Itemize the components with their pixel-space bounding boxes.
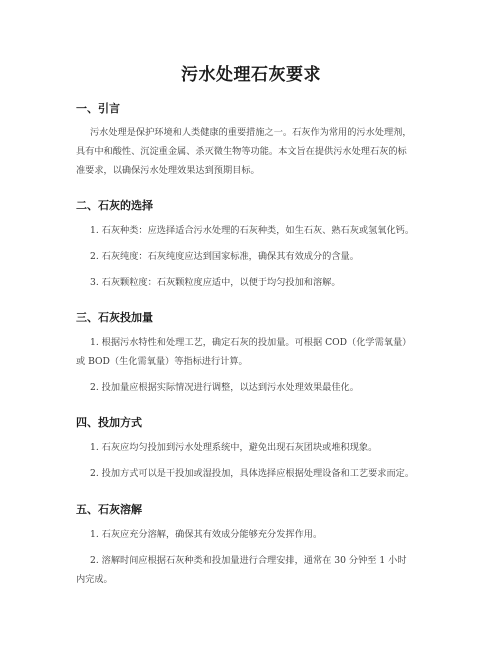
list-item: 2. 投加量应根据实际情况进行调整，以达到污水处理效果最佳化。 (90, 382, 359, 393)
section-heading-dosing-method: 四、投加方式 (76, 416, 142, 429)
list-item: 1. 根据污水特性和处理工艺，确定石灰的投加量。可根据 COD（化学需氧量） (90, 337, 412, 348)
list-item: 2. 石灰纯度：石灰纯度应达到国家标准，确保其有效成分的含量。 (90, 251, 359, 262)
paragraph-line: 污水处理是保护环境和人类健康的重要措施之一。石灰作为常用的污水处理剂， (90, 127, 412, 138)
paragraph-line: 具有中和酸性、沉淀重金属、杀灭微生物等功能。本文旨在提供污水处理石灰的标 (76, 146, 407, 157)
list-item: 1. 石灰应均匀投加到污水处理系统中，避免出现石灰团块或堆积现象。 (90, 442, 378, 453)
section-heading-dissolution: 五、石灰溶解 (76, 503, 142, 516)
paragraph-line: 准要求，以确保污水处理效果达到预期目标。 (76, 165, 260, 176)
section-heading-lime-selection: 二、石灰的选择 (76, 199, 153, 212)
list-item: 1. 石灰应充分溶解，确保其有效成分能够充分发挥作用。 (90, 529, 323, 540)
list-item: 2. 投加方式可以是干投加或湿投加，具体选择应根据处理设备和工艺要求而定。 (90, 468, 415, 479)
paragraph-line: 内完成。 (76, 574, 113, 585)
document-title: 污水处理石灰要求 (181, 65, 321, 85)
section-heading-dosage: 三、石灰投加量 (76, 311, 153, 324)
list-item: 2. 溶解时间应根据石灰种类和投加量进行合理安排，通常在 30 分钟至 1 小时 (90, 555, 407, 566)
paragraph-line: 或 BOD（生化需氧量）等指标进行计算。 (76, 356, 248, 367)
list-item: 3. 石灰颗粒度：石灰颗粒度应适中，以便于均匀投加和溶解。 (90, 277, 341, 288)
list-item: 1. 石灰种类：应选择适合污水处理的石灰种类，如生石灰、熟石灰或氢氧化钙。 (90, 225, 415, 236)
section-heading-intro: 一、引言 (76, 102, 120, 115)
